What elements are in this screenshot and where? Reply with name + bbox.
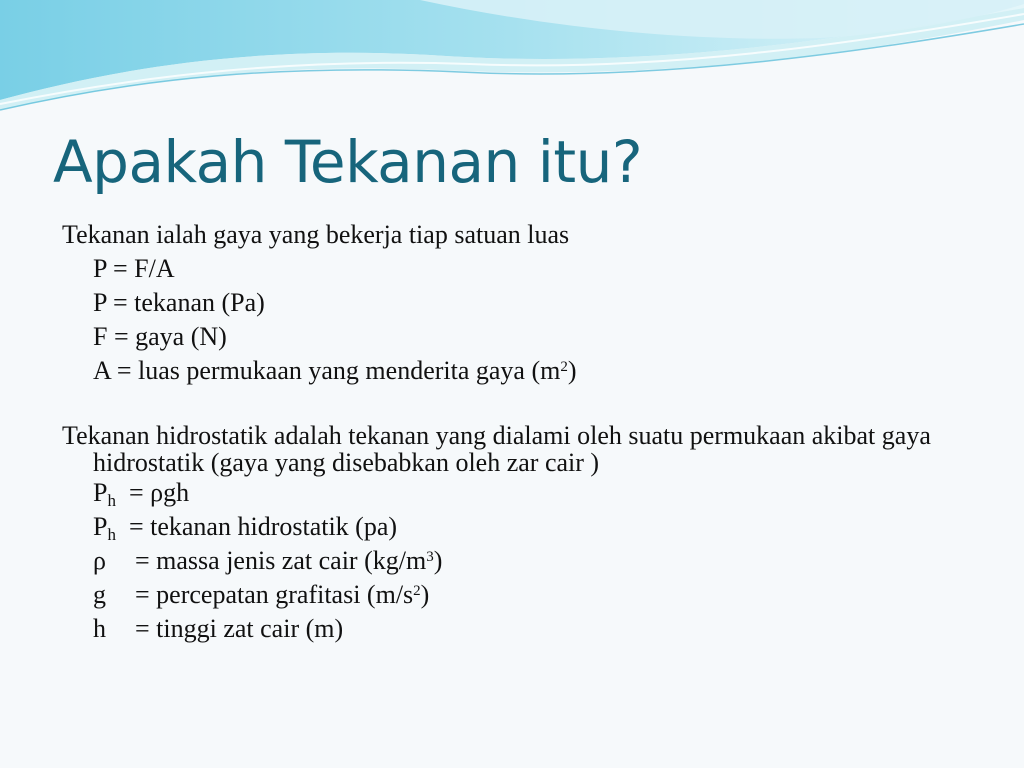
a-definition: A = luas permukaan yang menderita gaya $(m^2)$ xyxy=(93,356,577,385)
rho-definition: ρ = massa jenis zat cair $(kg/m^3)$ xyxy=(93,546,443,575)
hydrostatic-definition: Tekanan hidrostatik adalah tekanan yang dialami oleh suatu permukaan akibat gaya hidrostatik (gaya yang disebabkan oleh zar cair ) xyxy=(62,421,931,477)
slide-title: Apakah Tekanan itu? xyxy=(53,128,643,196)
pressure-definition: Tekanan ialah gaya yang bekerja tiap satuan luas xyxy=(62,220,570,249)
f-definition: F = gaya (N) xyxy=(93,322,227,351)
header-wave-decoration xyxy=(0,0,1024,120)
g-definition: g = percepatan grafitasi $(m/s^2)$ xyxy=(93,580,430,609)
ph-definition: $P_h$ = tekanan hidrostatik (pa) xyxy=(93,512,398,544)
h-definition: h = tinggi zat cair (m) xyxy=(93,614,344,643)
ph-formula: $P_h = \rho gh$ xyxy=(93,478,190,510)
p-definition: P = tekanan (Pa) xyxy=(93,288,265,317)
slide-body xyxy=(62,218,1002,646)
pressure-formula: P = F/A xyxy=(93,254,175,283)
